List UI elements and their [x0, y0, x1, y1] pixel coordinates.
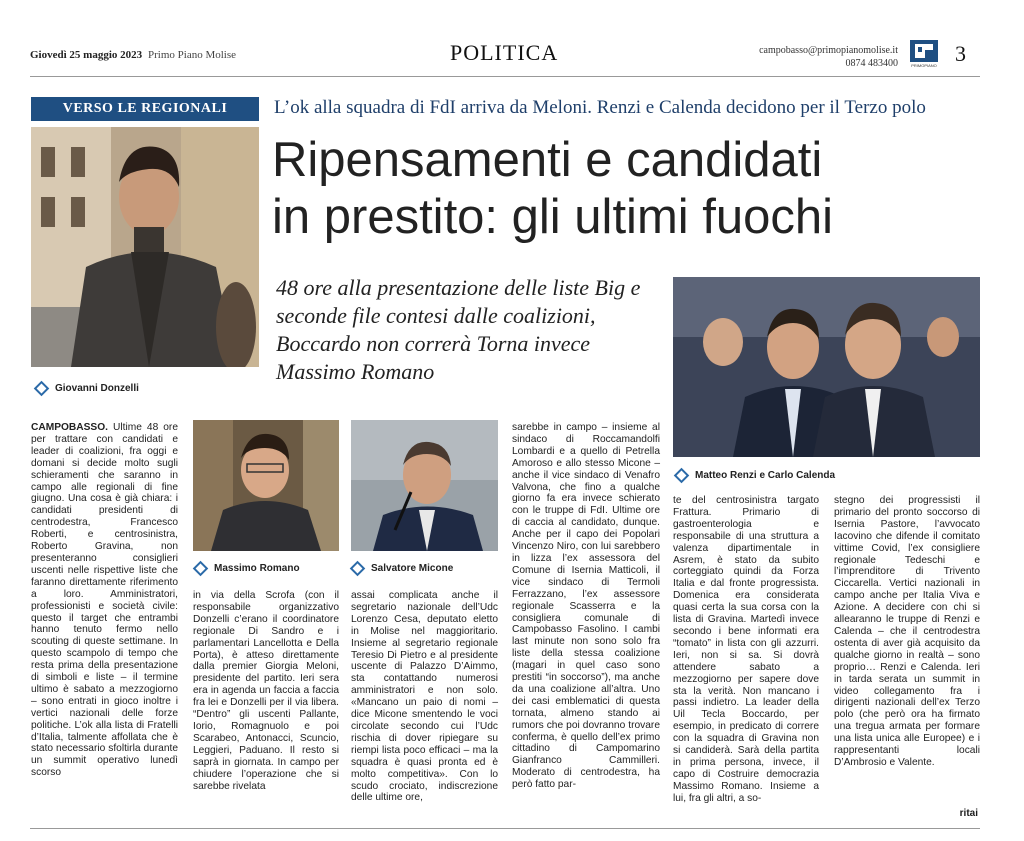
logo-label: PRIMOPIANO	[911, 63, 937, 68]
article-column-2	[193, 590, 339, 792]
header-divider	[30, 76, 980, 77]
caption-text: Giovanni Donzelli	[55, 383, 139, 394]
headline-line-2: in prestito: gli ultimi fuochi	[272, 190, 834, 244]
caption-donzelli	[36, 383, 139, 394]
caption-micone	[352, 563, 453, 574]
column-text: assai complicata anche il segretario nazionale dell’Udc Lorenzo Cesa, deputato eletto in Molise nel maggioritario. Insieme al segretario regionale Teresio Di Pietro e al presidente uscente di Palazzo D’Aimmo, sta contattando numerosi amministratori e non solo. «Mancano un paio di nomi – dice Micone smentendo le voci circolate secondo cui l’Udc rischia di dover ripiegare su riempi lista poco efficaci – ma la squadra è quasi pronta ed è molto competitiva». Con lo scudo crociato, indiscrezione delle ultime ore,	[351, 590, 498, 804]
section-kicker: VERSO LE REGIONALI	[31, 97, 259, 121]
article-column-6	[834, 495, 980, 769]
headline-line-1: Ripensamenti e candidati	[272, 133, 823, 187]
column-text: te del centrosinistra targato Frattura. Primario di gastroenterologia e responsabile di una struttura a valenza dipartimentale in Asrem, è stato da subito corteggiato quindi da Forza Italia e dal fronte progressista. Domenica era considerata quasi certa la sua corsa con la lista di Gravina. Martedì invece secondo i bene informati era “tomato” in lista con gli azzurri. Ieri, non si sa. Si dovrà attendere sabato a mezzogiorno per sapere dove sta la verità. Non mancano i passi indietro. La leader della Uil Tecla Boccardo, per esempio, in predicato di correre con la squadra di Gravina non si candiderà. Sarà della partita in prima persona, invece, il capo di Costruire democrazia Massimo Romano. Insieme a lui, fra gli altri, a so-	[673, 495, 819, 804]
photo-renzi-calenda	[673, 277, 980, 457]
article-column-3	[351, 590, 498, 804]
column-text: stegno dei progressisti il primario del pronto soccorso di Isernia Pastore, l’avvocato Iacovino che difende il comitato vittime Covid, l’ex consigliere regionale Tedeschi e l’imprenditore di Trivento Ciccarella. Vertici nazionali in campo anche per Italia Viva e Azione. A decidere con chi si allearanno le truppe di Renzi e Calenda – che il centrodestra ostenta di aver già acquisito da qualche giorno in realtà – sono proprio… Renzi e Calenda. Ieri in tarda serata un summit in video collegamento fra i dirigenti nazionali dell’ex Terzo polo (che però ora ha firmato una tregua armata per formare una lista unica alle Europee) e i rappresentanti locali D’Ambrosio e Valente.	[834, 495, 980, 768]
photo-micone	[351, 420, 498, 551]
caption-diamond-icon	[350, 561, 366, 577]
article-column-1	[31, 422, 178, 779]
footer-divider	[30, 828, 980, 829]
author-signature: ritai	[959, 808, 978, 819]
caption-text: Massimo Romano	[214, 563, 300, 574]
article-column-5	[673, 495, 819, 805]
page-header	[30, 36, 994, 76]
caption-diamond-icon	[193, 561, 209, 577]
photo-romano	[193, 420, 339, 551]
caption-text: Salvatore Micone	[371, 563, 454, 574]
caption-text: Matteo Renzi e Carlo Calenda	[695, 470, 836, 481]
caption-renzi-calenda	[676, 470, 835, 481]
column-text: in via della Scrofa (con il responsabile organizzativo Donzelli c’erano il coordinatore regionale Di Sandro e i parlamentari Lancellotta e Della Porta), è atteso direttamente dalla premier Giorgia Meloni, presidente del partito. Ieri sera era in agenda un faccia a faccia fra lei e Donzelli per il via libera. “Dentro” gli uscenti Pallante, Iorio, Romagnuolo e poi Scarabeo, Antonacci, Scuncio, Leggieri, Paduano. Il resto si saprà in giornata. In campo per chiudere l’operazione che si sarebbe rivelata	[193, 590, 339, 792]
dateline: CAMPOBASSO.	[31, 422, 108, 433]
column-text: sarebbe in campo – insieme al sindaco di Roccamandolfi Lombardi e a quello di Petrella Amoroso e allo stesso Micone – anche il vice sindaco di Venafro Valvona, che fino a qualche giorno fa era invece schierato con le truppe di FdI. Ultime ore di caccia al candidato, dunque. Anche per il capo dei Popolari Vincenzo Niro, con lui sarebbero in lizza l’ex assessora del Comune di Isernia Matticoli, il vice sindaco di Termoli Ferrazzano, l’ex assessore regionale Scasserra e la consigliera comunale di Campobasso Fasolino. I cambi last minute non sono solo fra liste della stessa coalizione (magari in quel caso sono prestiti “in soccorso”), ma anche da una coalizione all’altra. Uno dei casi emblematici di questa tornata, almeno stando ai rumors che poi dovranno trovare conferma, è quello dell’ex primo cittadino di Campomarino Gianfranco Cammilleri. Moderato di centrodestra, ha però fatto par-	[512, 422, 660, 791]
photo-donzelli	[31, 127, 259, 367]
newspaper-name: Primo Piano Molise	[148, 49, 237, 61]
contact-phone: 0874 483400	[845, 58, 898, 69]
caption-diamond-icon	[34, 381, 50, 397]
issue-date: Giovedì 25 maggio 2023	[30, 49, 143, 61]
page-number: 3	[955, 41, 966, 66]
article-column-4	[512, 422, 660, 791]
headline	[272, 132, 984, 246]
contact-email: campobasso@primopianomolise.it	[759, 45, 898, 56]
subheadline: 48 ore alla presentazione delle liste Big e seconde file contesi dalle coalizioni, Boccardo non correrà Torna invece Massimo Romano	[276, 275, 641, 384]
newspaper-logo-icon	[910, 40, 938, 68]
strapline: L’ok alla squadra di FdI arriva da Meloni. Renzi e Calenda decidono per il Terzo polo	[274, 97, 926, 118]
caption-diamond-icon	[674, 468, 690, 484]
contact-block	[759, 44, 898, 70]
column-text: Ultime 48 ore per trattare con candidati e leader di coalizioni, fra oggi e domani si decide molto sugli schieramenti che saranno in campo alle regionali di fine giugno. Una cosa è già chiara: i candidati presidenti di centrodestra, Francesco Roberti, e centrosinistra, Roberto Gravina, non presenteranno consiglieri uscenti nelle rispettive liste che faranno direttamente riferimento a loro. Amministratori, professionisti e società civile: questo il target che entrambi hanno tenuto fermo nello scouting di queste settimane. In questo scampolo di tempo che resta prima della presentazione di simboli e liste – il termine ultimo è sabato a mezzogiorno – sono entrati in gioco inoltre i vertici nazionali delle forze politiche. L’ok alla lista di Fratelli d’Italia, talmente affollata che è stato necessario sfoltirla durante un summit operativo lunedì scorso	[31, 422, 178, 779]
caption-romano	[195, 563, 300, 574]
section-title: POLITICA	[450, 40, 559, 65]
